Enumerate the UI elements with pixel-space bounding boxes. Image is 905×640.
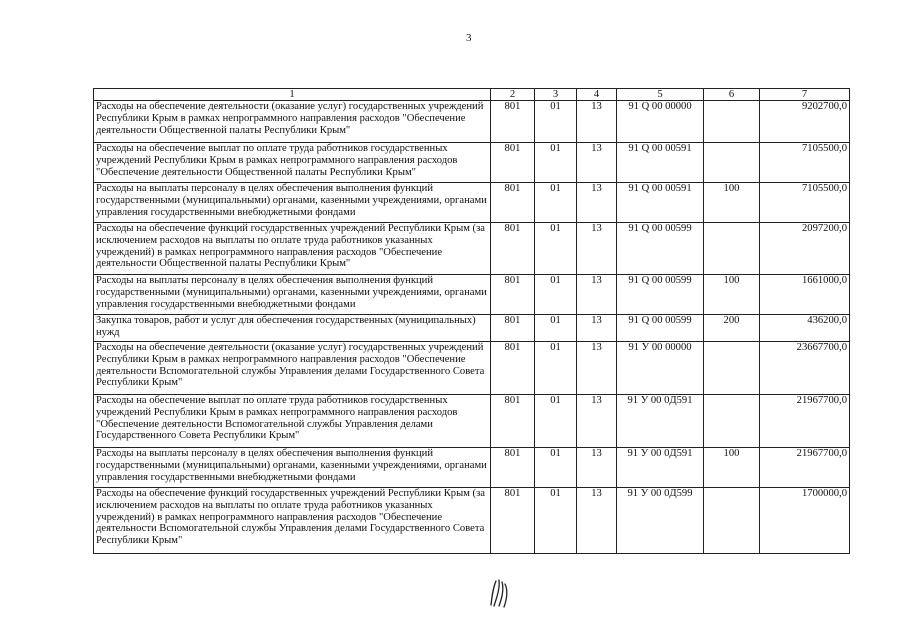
row-subsection-code: 13 bbox=[577, 448, 617, 488]
row-subsection-code: 13 bbox=[577, 101, 617, 143]
row-target-code: 91 У 00 0Д591 bbox=[617, 395, 704, 448]
page-number: 3 bbox=[466, 32, 472, 44]
row-description: Расходы на выплаты персоналу в целях обеспечения выполнения функций государственными (муниципальными) органами, казенными учреждениями, органами управления государственными внебюджетными фондами bbox=[94, 183, 491, 223]
row-amount: 7105500,0 bbox=[760, 143, 850, 183]
row-subsection-code: 13 bbox=[577, 488, 617, 554]
row-ministry-code: 801 bbox=[491, 275, 535, 315]
row-description: Расходы на обеспечение выплат по оплате труда работников государственных учреждений Республики Крым в рамках непрограммного направления расходов "Обеспечение деятельности Общественной палаты Республики Крым" bbox=[94, 143, 491, 183]
table-row bbox=[94, 448, 850, 488]
row-target-code: 91 Q 00 00599 bbox=[617, 275, 704, 315]
row-ministry-code: 801 bbox=[491, 315, 535, 342]
row-section-code: 01 bbox=[535, 183, 577, 223]
table-row bbox=[94, 101, 850, 143]
row-expense-type: 100 bbox=[704, 183, 760, 223]
row-description: Расходы на обеспечение деятельности (оказание услуг) государственных учреждений Республики Крым в рамках непрограммного направления расходов "Обеспечение деятельности Общественной палаты Республики Крым" bbox=[94, 101, 491, 143]
row-subsection-code: 13 bbox=[577, 275, 617, 315]
budget-table bbox=[93, 88, 850, 554]
row-amount: 21967700,0 bbox=[760, 395, 850, 448]
table-row bbox=[94, 342, 850, 395]
row-expense-type: 200 bbox=[704, 315, 760, 342]
row-ministry-code: 801 bbox=[491, 183, 535, 223]
row-description: Расходы на обеспечение функций государственных учреждений Республики Крым (за исключением расходов на выплаты по оплате труда работников указанных учреждений) в рамках непрограммного направления расходов "Обеспечение деятельности Общественной палаты Республики Крым" bbox=[94, 223, 491, 275]
row-description: Расходы на обеспечение деятельности (оказание услуг) государственных учреждений Республики Крым в рамках непрограммного направления расходов "Обеспечение деятельности Вспомогательной службы Управления делами Государственного Совета Республики Крым" bbox=[94, 342, 491, 395]
row-target-code: 91 Q 00 00599 bbox=[617, 315, 704, 342]
row-ministry-code: 801 bbox=[491, 342, 535, 395]
row-ministry-code: 801 bbox=[491, 448, 535, 488]
row-description: Расходы на выплаты персоналу в целях обеспечения выполнения функций государственными (муниципальными) органами, казенными учреждениями, органами управления государственными внебюджетными фондами bbox=[94, 275, 491, 315]
row-subsection-code: 13 bbox=[577, 315, 617, 342]
row-target-code: 91 Q 00 00591 bbox=[617, 183, 704, 223]
header-cell: 7 bbox=[760, 89, 850, 101]
table-row bbox=[94, 275, 850, 315]
row-subsection-code: 13 bbox=[577, 342, 617, 395]
header-cell: 4 bbox=[577, 89, 617, 101]
table-row bbox=[94, 183, 850, 223]
row-section-code: 01 bbox=[535, 315, 577, 342]
row-expense-type bbox=[704, 101, 760, 143]
row-section-code: 01 bbox=[535, 223, 577, 275]
row-ministry-code: 801 bbox=[491, 395, 535, 448]
header-cell: 1 bbox=[94, 89, 491, 101]
header-cell: 3 bbox=[535, 89, 577, 101]
row-ministry-code: 801 bbox=[491, 223, 535, 275]
row-subsection-code: 13 bbox=[577, 223, 617, 275]
header-cell: 6 bbox=[704, 89, 760, 101]
row-target-code: 91 Q 00 00000 bbox=[617, 101, 704, 143]
row-section-code: 01 bbox=[535, 488, 577, 554]
row-amount: 9202700,0 bbox=[760, 101, 850, 143]
row-description: Расходы на обеспечение функций государственных учреждений Республики Крым (за исключением расходов на выплаты по оплате труда работников указанных учреждений) в рамках непрограммного направления расходов "Обеспечение деятельности Вспомогательной службы Управления делами Государственного Совета Республики Крым" bbox=[94, 488, 491, 554]
row-description: Расходы на обеспечение выплат по оплате труда работников государственных учреждений Республики Крым в рамках непрограммного направления расходов "Обеспечение деятельности Вспомогательной службы Управления делами Государственного Совета Республики Крым" bbox=[94, 395, 491, 448]
row-expense-type bbox=[704, 223, 760, 275]
row-section-code: 01 bbox=[535, 448, 577, 488]
row-amount: 1661000,0 bbox=[760, 275, 850, 315]
row-amount: 436200,0 bbox=[760, 315, 850, 342]
row-ministry-code: 801 bbox=[491, 488, 535, 554]
row-expense-type: 100 bbox=[704, 275, 760, 315]
row-section-code: 01 bbox=[535, 395, 577, 448]
table-row bbox=[94, 143, 850, 183]
table-row bbox=[94, 395, 850, 448]
row-section-code: 01 bbox=[535, 342, 577, 395]
handwritten-signature-icon bbox=[488, 578, 514, 608]
row-section-code: 01 bbox=[535, 101, 577, 143]
table-row bbox=[94, 223, 850, 275]
row-target-code: 91 У 00 0Д599 bbox=[617, 488, 704, 554]
row-amount: 23667700,0 bbox=[760, 342, 850, 395]
row-section-code: 01 bbox=[535, 275, 577, 315]
row-expense-type bbox=[704, 395, 760, 448]
table-row bbox=[94, 315, 850, 342]
row-subsection-code: 13 bbox=[577, 183, 617, 223]
row-subsection-code: 13 bbox=[577, 143, 617, 183]
row-amount: 21967700,0 bbox=[760, 448, 850, 488]
row-amount: 1700000,0 bbox=[760, 488, 850, 554]
row-amount: 7105500,0 bbox=[760, 183, 850, 223]
table-header-row bbox=[94, 89, 850, 101]
row-section-code: 01 bbox=[535, 143, 577, 183]
row-subsection-code: 13 bbox=[577, 395, 617, 448]
row-expense-type bbox=[704, 342, 760, 395]
row-target-code: 91 У 00 00000 bbox=[617, 342, 704, 395]
row-target-code: 91 У 00 0Д591 bbox=[617, 448, 704, 488]
row-amount: 2097200,0 bbox=[760, 223, 850, 275]
header-cell: 5 bbox=[617, 89, 704, 101]
table-row bbox=[94, 488, 850, 554]
row-description: Расходы на выплаты персоналу в целях обеспечения выполнения функций государственными (муниципальными) органами, казенными учреждениями, органами управления государственными внебюджетными фондами bbox=[94, 448, 491, 488]
row-target-code: 91 Q 00 00599 bbox=[617, 223, 704, 275]
row-description: Закупка товаров, работ и услуг для обеспечения государственных (муниципальных) нужд bbox=[94, 315, 491, 342]
row-ministry-code: 801 bbox=[491, 143, 535, 183]
row-target-code: 91 Q 00 00591 bbox=[617, 143, 704, 183]
row-ministry-code: 801 bbox=[491, 101, 535, 143]
row-expense-type bbox=[704, 143, 760, 183]
row-expense-type bbox=[704, 488, 760, 554]
row-expense-type: 100 bbox=[704, 448, 760, 488]
header-cell: 2 bbox=[491, 89, 535, 101]
